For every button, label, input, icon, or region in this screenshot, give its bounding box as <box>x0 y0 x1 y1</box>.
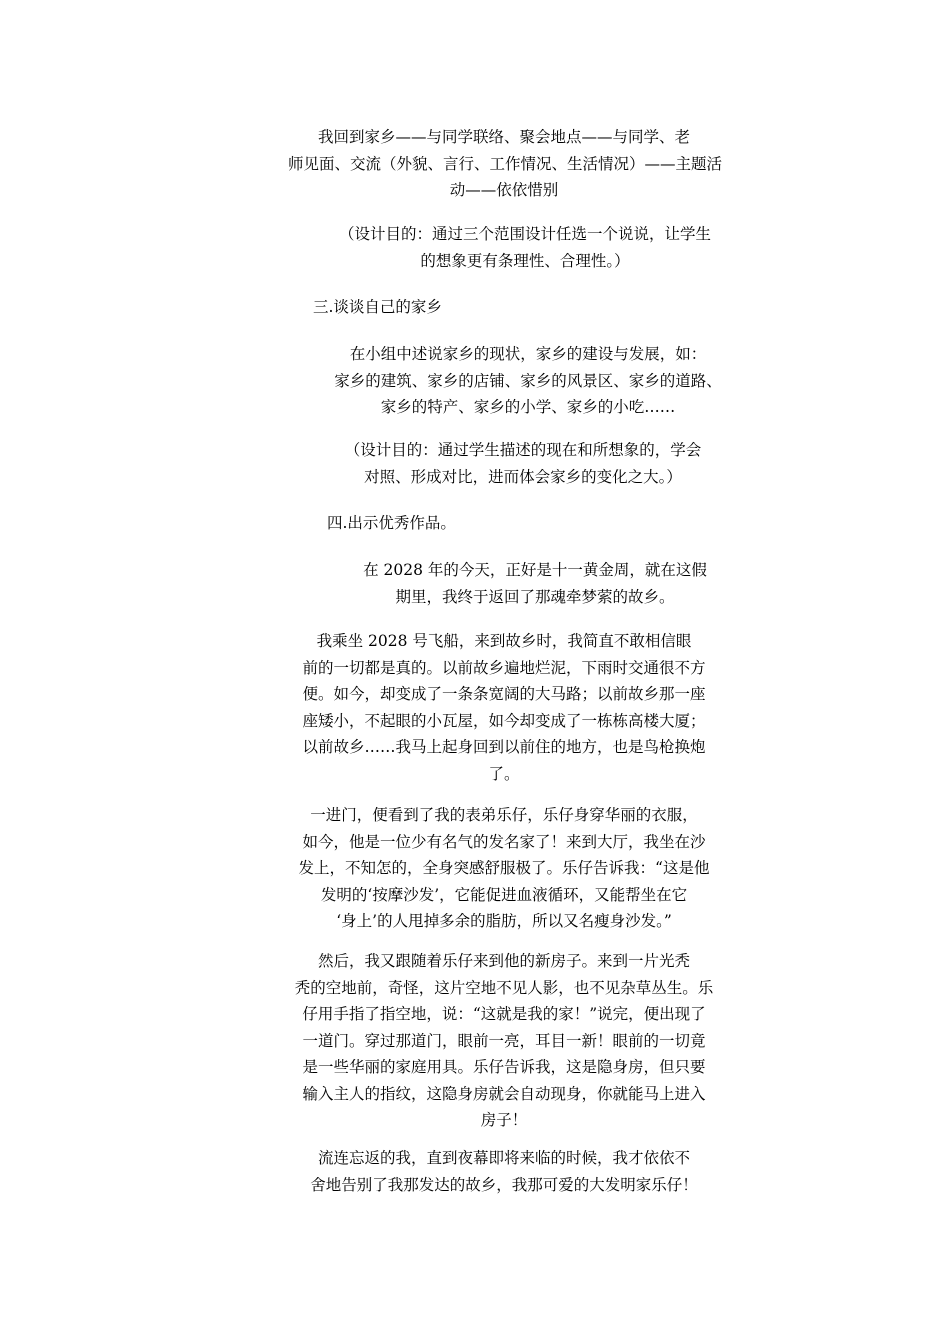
text-line: 动——依依惜别 <box>449 181 559 199</box>
essay-paragraph <box>288 628 720 787</box>
text-line: 一进门，便看到了我的表弟乐仔，乐仔身穿华丽的衣服， <box>310 806 698 824</box>
section-body <box>318 341 738 421</box>
text-line: 了。 <box>488 764 520 783</box>
text-line: 然后，我又跟随着乐仔来到他的新房子。来到一片光秃 <box>317 952 690 970</box>
text-line: 师见面、交流（外貌、言行、工作情况、生活情况）——主题活 <box>288 154 723 173</box>
text-line: 以前故乡……我马上起身回到以前住的地方，也是鸟枪换炮 <box>302 738 706 756</box>
section-heading: 四.出示优秀作品。 <box>327 514 456 532</box>
text-line: 舍地告别了我那发达的故乡，我那可爱的大发明家乐仔！ <box>310 1175 698 1194</box>
text-line: （设计目的：通过学生描述的现在和所想象的，学会 <box>344 441 702 459</box>
text-line: 发上，不知怎的，全身突感舒服极了。乐仔告诉我：“这是他 <box>298 859 710 877</box>
design-note <box>310 221 740 274</box>
text-line: 一道门。穿过那道门，眼前一亮，耳目一新！眼前的一切竟 <box>302 1031 706 1050</box>
text-line: 输入主人的指纹，这隐身房就会自动现身，你就能马上进入 <box>302 1084 706 1103</box>
text-line: 仔用手指了指空地，说：“这就是我的家！”说完，便出现了 <box>302 1005 706 1023</box>
text-line: 秃的空地前，奇怪，这片空地不见人影，也不见杂草丛生。乐 <box>294 978 714 997</box>
text-line: 便。如今，却变成了一条条宽阔的大马路；以前故乡那一座 <box>302 685 706 703</box>
text-line: 座矮小，不起眼的小瓦屋，如今却变成了一栋栋高楼大厦； <box>302 711 706 730</box>
text-line: 我回到家乡——与同学联络、聚会地点——与同学、老 <box>317 128 690 146</box>
section-heading: 三.谈谈自己的家乡 <box>313 298 442 316</box>
text-line: 流连忘返的我，直到夜幕即将来临的时候，我才依依不 <box>317 1149 690 1167</box>
essay-paragraph <box>330 557 740 610</box>
text-line: 我乘坐 2028 号飞船，来到故乡时，我简直不敢相信眼 <box>316 632 692 650</box>
text-line: ‘身上’的人甩掉多余的脂肪，所以又名瘦身沙发。” <box>336 912 672 930</box>
text-line: 在 2028 年的今天，正好是十一黄金周，就在这假 <box>363 561 707 579</box>
text-line: 对照、形成对比，进而体会家乡的变化之大。） <box>364 467 682 486</box>
activity-outline <box>288 124 723 204</box>
text-line: 家乡的建筑、家乡的店铺、家乡的风景区、家乡的道路、 <box>334 371 722 390</box>
essay-paragraph <box>288 802 720 935</box>
text-line: 前的一切都是真的。以前故乡遍地烂泥，下雨时交通很不方 <box>302 658 706 677</box>
text-line: 期里，我终于返回了那魂牵梦萦的故乡。 <box>395 587 675 606</box>
essay-paragraph <box>288 1145 720 1198</box>
design-note <box>318 437 728 490</box>
text-line: 如今，他是一位少有名气的发名家了！来到大厅，我坐在沙 <box>302 832 706 851</box>
text-line: 是一些华丽的家庭用具。乐仔告诉我，这是隐身房，但只要 <box>302 1058 706 1076</box>
text-line: 发明的‘按摩沙发’，它能促进血液循环，又能帮坐在它 <box>320 885 688 904</box>
text-line: （设计目的：通过三个范围设计任选一个说说，让学生 <box>338 225 711 243</box>
text-line: 在小组中述说家乡的现状，家乡的建设与发展，如： <box>349 345 707 363</box>
text-line: 房子！ <box>480 1111 528 1129</box>
text-line: 家乡的特产、家乡的小学、家乡的小吃…… <box>380 398 676 416</box>
text-line: 的想象更有条理性、合理性。） <box>420 251 630 270</box>
essay-paragraph <box>288 948 720 1134</box>
